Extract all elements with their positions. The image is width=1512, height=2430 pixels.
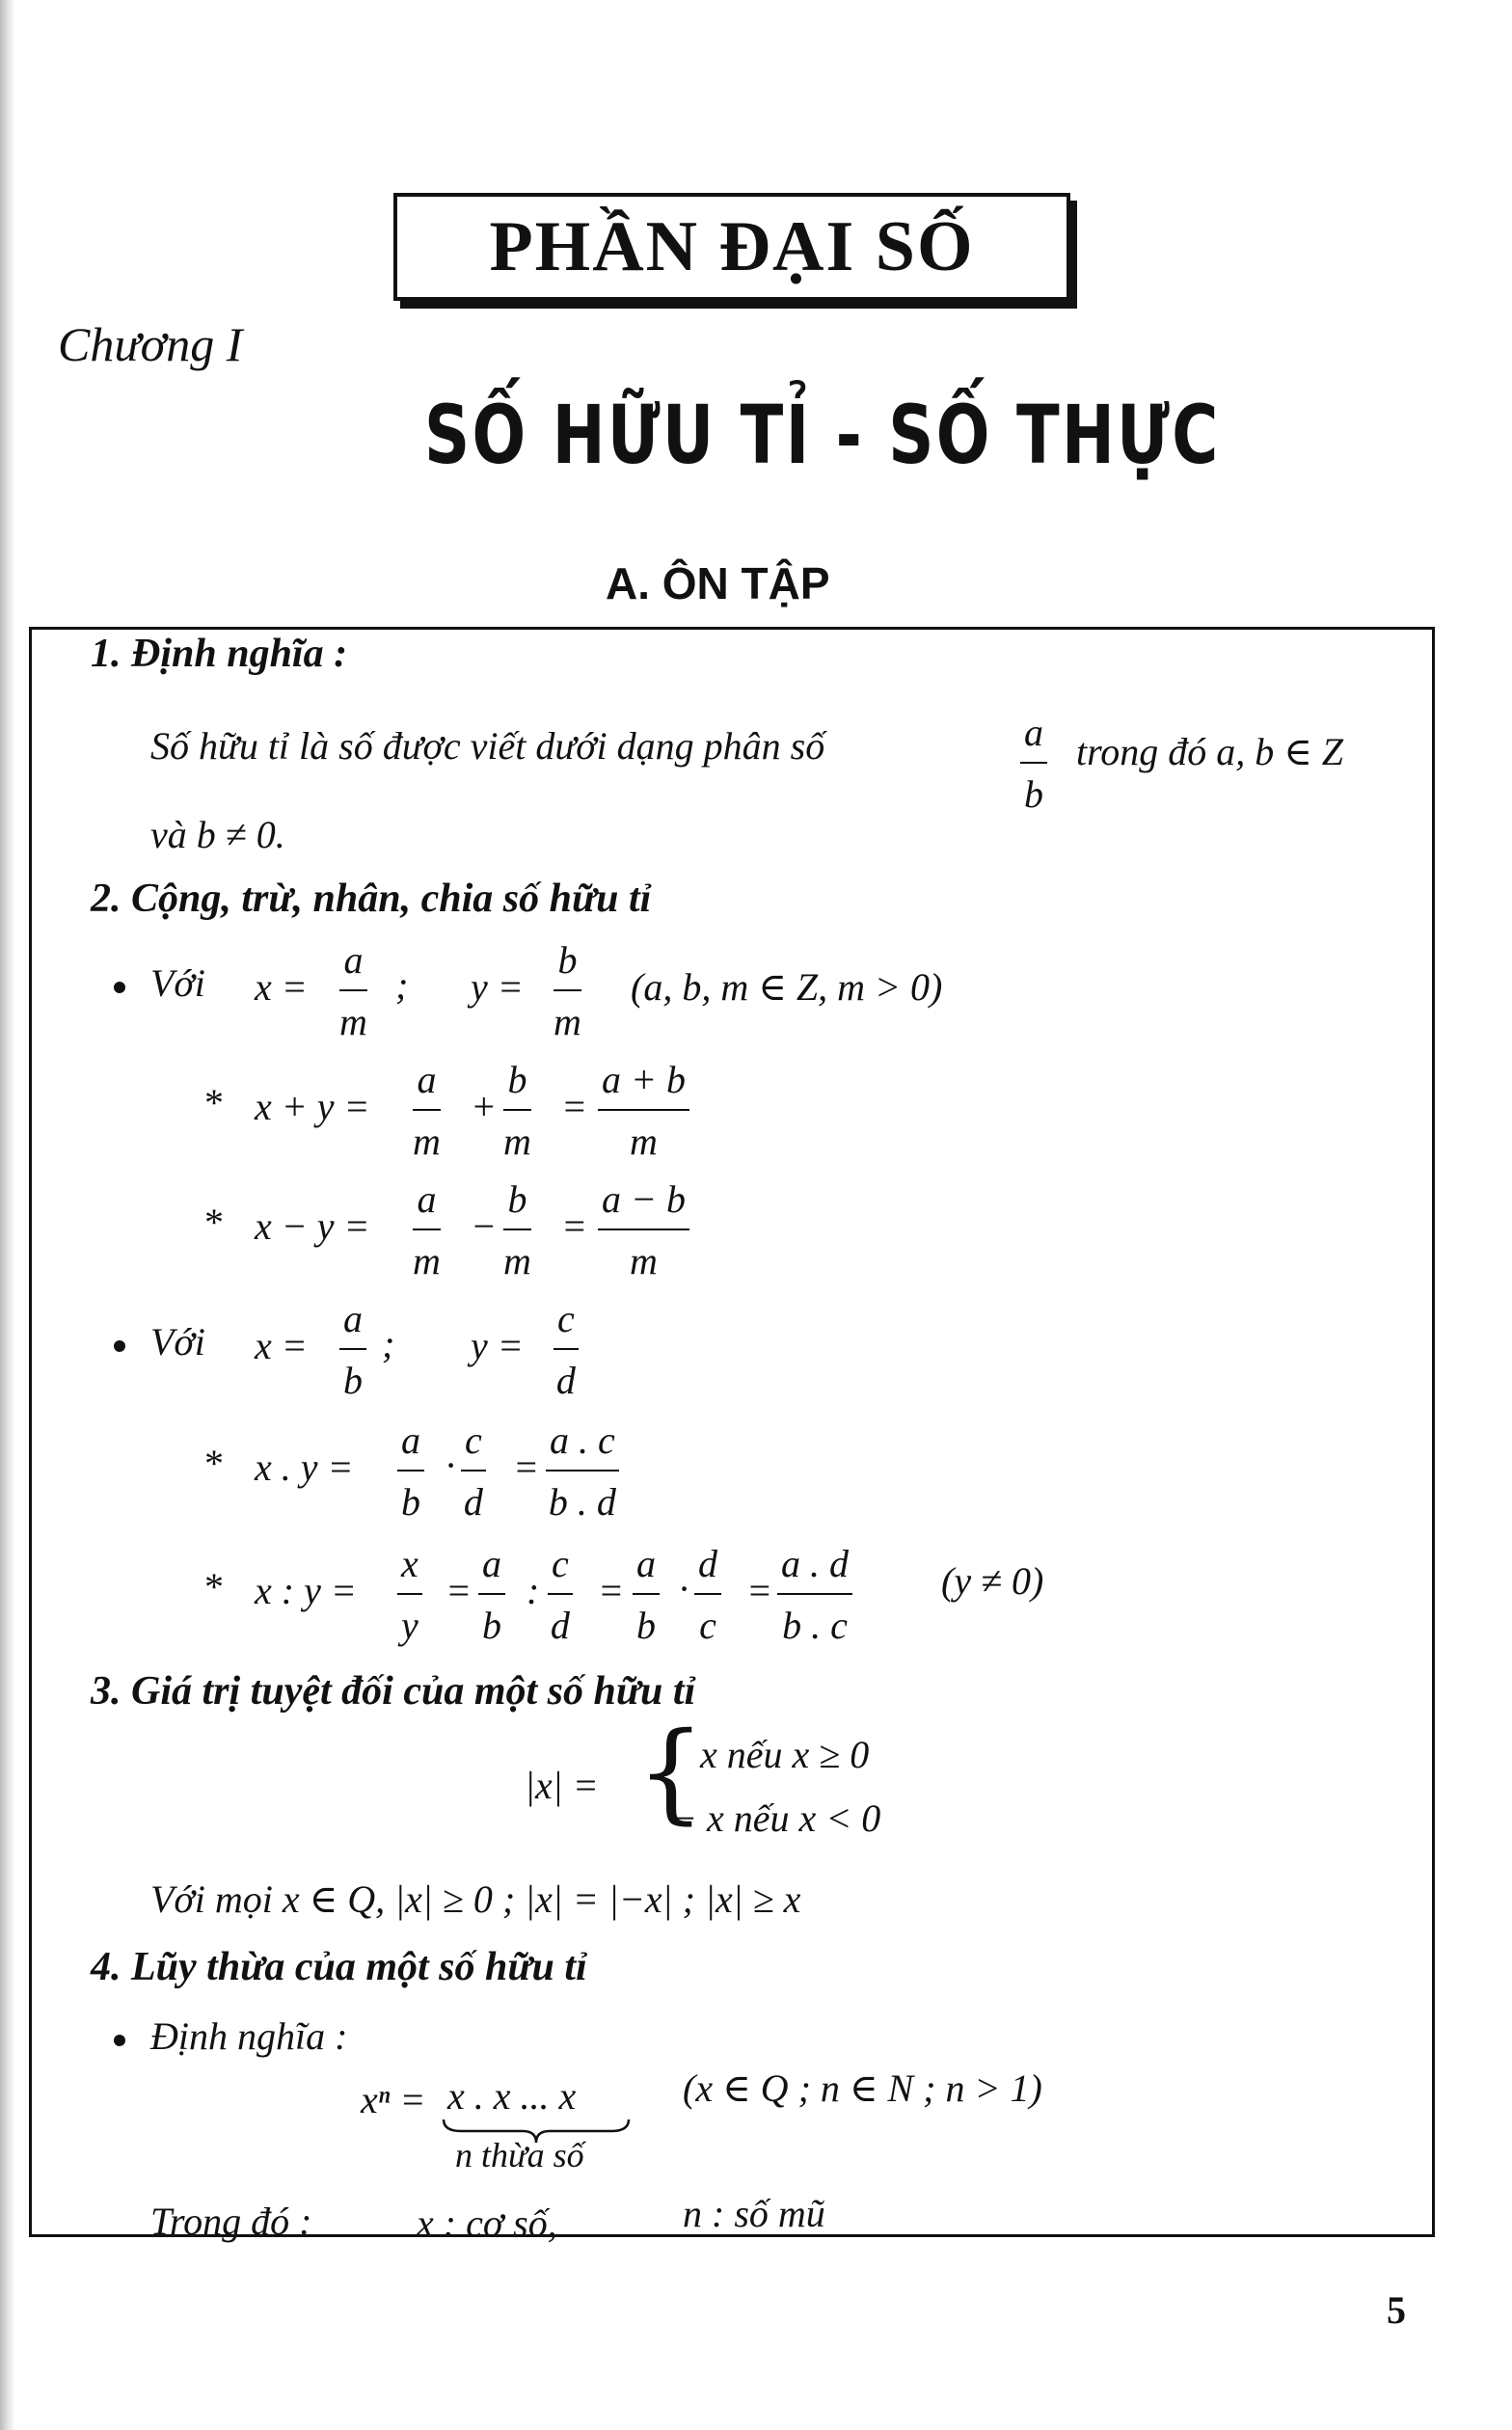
case1-x-den: m: [339, 1000, 367, 1043]
s1-definition-end: trong đó a, b ∈ Z: [1076, 730, 1344, 773]
case2-y-eq: y =: [471, 1324, 524, 1367]
div-f4-num: a: [633, 1545, 660, 1595]
abs-properties: Với mọi x ∈ Q, |x| ≥ 0 ; |x| = |−x| ; |x| ≥ x: [150, 1877, 801, 1921]
mul-frac-2: [461, 1418, 486, 1524]
sub-frac-2: [503, 1177, 531, 1282]
case1-x-num: a: [339, 941, 367, 991]
div-op1: :: [526, 1569, 540, 1612]
s2-heading: 2. Cộng, trừ, nhân, chia số hữu tỉ: [91, 877, 652, 921]
power-lhs: xⁿ =: [361, 2078, 426, 2121]
mul-op: ·: [446, 1444, 455, 1487]
div-frac-2: [478, 1542, 505, 1647]
case2-x-eq: x =: [255, 1324, 308, 1367]
mul-eq: =: [513, 1445, 539, 1489]
sub-star: *: [204, 1201, 224, 1244]
sub-eq: =: [561, 1204, 587, 1248]
div-f2-den: b: [482, 1604, 501, 1647]
s1-definition-line2: và b ≠ 0.: [150, 813, 285, 856]
div-frac-4: [633, 1542, 660, 1647]
part-title: PHẦN ĐẠI SỐ: [489, 206, 975, 286]
div-condition: (y ≠ 0): [941, 1559, 1044, 1603]
case2-lead: Với: [150, 1320, 205, 1364]
s1-frac-num: a: [1020, 714, 1047, 764]
add-f2-num: b: [503, 1061, 531, 1111]
mul-lhs: x . y =: [255, 1445, 354, 1489]
div-f3-num: c: [548, 1545, 573, 1595]
case1-y-num: b: [554, 941, 581, 991]
sub-f1-den: m: [413, 1239, 441, 1282]
case1-y-den: m: [554, 1000, 581, 1043]
case1-lead: Với: [150, 961, 205, 1005]
div-lhs: x : y =: [255, 1569, 357, 1612]
s4-definition-label: Định nghĩa :: [150, 2014, 348, 2058]
add-f1-den: m: [413, 1120, 441, 1163]
page-edge-shadow: [0, 0, 15, 2430]
div-f1-den: y: [401, 1604, 418, 1647]
mul-frac-1: [397, 1418, 424, 1524]
add-frac-1: [413, 1058, 441, 1163]
abs-case-positive: x nếu x ≥ 0: [700, 1733, 870, 1776]
add-eq: =: [561, 1085, 587, 1128]
chapter-title: SỐ HỮU TỈ - SỐ THỰC: [424, 388, 1221, 482]
chapter-label: Chương I: [58, 317, 243, 371]
s4-heading: 4. Lũy thừa của một số hữu tỉ: [91, 1945, 587, 1989]
div-f3-den: d: [550, 1604, 570, 1647]
div-frac-3: [548, 1542, 573, 1647]
div-result: [777, 1542, 852, 1647]
sub-f2-den: m: [503, 1239, 531, 1282]
content-frame: [29, 627, 1435, 2237]
div-eq2: =: [598, 1569, 624, 1612]
case2-x-den: b: [343, 1359, 363, 1402]
exponent-def: n : số mũ: [683, 2192, 825, 2235]
div-op2: ·: [679, 1567, 688, 1610]
power-product: x . x ... x: [447, 2074, 577, 2118]
case2-x-frac: [339, 1297, 366, 1402]
sub-result: [598, 1177, 689, 1282]
div-f2-num: a: [478, 1545, 505, 1595]
case2-y-den: d: [555, 1359, 576, 1402]
bullet-icon: [114, 1340, 125, 1352]
case1-y-frac: [554, 938, 581, 1043]
sub-r-num: a − b: [598, 1180, 689, 1230]
add-f2-den: m: [503, 1120, 531, 1163]
s1-fraction: [1020, 711, 1047, 816]
div-r-den: b . c: [782, 1604, 848, 1647]
add-r-num: a + b: [598, 1061, 689, 1111]
case1-x-eq: x =: [255, 965, 308, 1009]
div-star: *: [204, 1565, 224, 1608]
bullet-icon: [114, 2035, 125, 2046]
left-brace-icon: {: [636, 1710, 706, 1835]
base-def: x : cơ số,: [417, 2201, 557, 2245]
s1-definition-text: Số hữu tỉ là số được viết dưới dạng phân số: [150, 724, 825, 768]
sub-r-den: m: [630, 1239, 658, 1282]
mul-r-num: a . c: [546, 1421, 619, 1472]
div-r-num: a . d: [777, 1545, 852, 1595]
div-f1-num: x: [397, 1545, 422, 1595]
mul-f1-den: b: [401, 1480, 420, 1524]
div-frac-1: [397, 1542, 422, 1647]
underbrace-label: n thừa số: [455, 2136, 584, 2174]
mul-star: *: [204, 1442, 224, 1485]
div-f5-num: d: [694, 1545, 721, 1595]
mul-result: [546, 1418, 619, 1524]
abs-case-negative: − x nếu x < 0: [671, 1796, 881, 1840]
s1-heading: 1. Định nghĩa :: [91, 632, 348, 676]
abs-lhs: |x| =: [525, 1764, 599, 1807]
add-result: [598, 1058, 689, 1163]
s3-heading: 3. Giá trị tuyệt đối của một số hữu tỉ: [91, 1669, 696, 1714]
section-title: A. ÔN TẬP: [606, 558, 830, 608]
case1-y-eq: y =: [471, 965, 524, 1009]
div-f4-den: b: [636, 1604, 656, 1647]
mul-f2-den: d: [463, 1480, 483, 1524]
sub-frac-1: [413, 1177, 441, 1282]
add-star: *: [204, 1081, 224, 1124]
case1-sep: ;: [395, 963, 409, 1007]
case1-condition: (a, b, m ∈ Z, m > 0): [631, 965, 943, 1009]
sub-f2-num: b: [503, 1180, 531, 1230]
case2-y-frac: [554, 1297, 579, 1402]
mul-f1-num: a: [397, 1421, 424, 1472]
page-number: 5: [1387, 2288, 1406, 2332]
sub-f1-num: a: [413, 1180, 441, 1230]
case2-sep: ;: [382, 1322, 395, 1365]
add-op: +: [471, 1085, 497, 1128]
case2-y-num: c: [554, 1300, 579, 1350]
add-f1-num: a: [413, 1061, 441, 1111]
sub-lhs: x − y =: [255, 1204, 370, 1248]
mul-f2-num: c: [461, 1421, 486, 1472]
power-condition: (x ∈ Q ; n ∈ N ; n > 1): [683, 2066, 1042, 2110]
div-f5-den: c: [699, 1604, 716, 1647]
s1-frac-den: b: [1024, 772, 1043, 816]
sub-op: −: [471, 1204, 497, 1248]
bullet-icon: [114, 982, 125, 993]
div-eq1: =: [446, 1569, 472, 1612]
add-frac-2: [503, 1058, 531, 1163]
add-r-den: m: [630, 1120, 658, 1163]
div-eq3: =: [746, 1569, 772, 1612]
add-lhs: x + y =: [255, 1085, 370, 1128]
case2-x-num: a: [339, 1300, 366, 1350]
part-title-box: [393, 193, 1070, 301]
mul-r-den: b . d: [548, 1480, 616, 1524]
div-frac-5: [694, 1542, 721, 1647]
where-label: Trong đó :: [150, 2200, 312, 2243]
case1-x-frac: [339, 938, 367, 1043]
